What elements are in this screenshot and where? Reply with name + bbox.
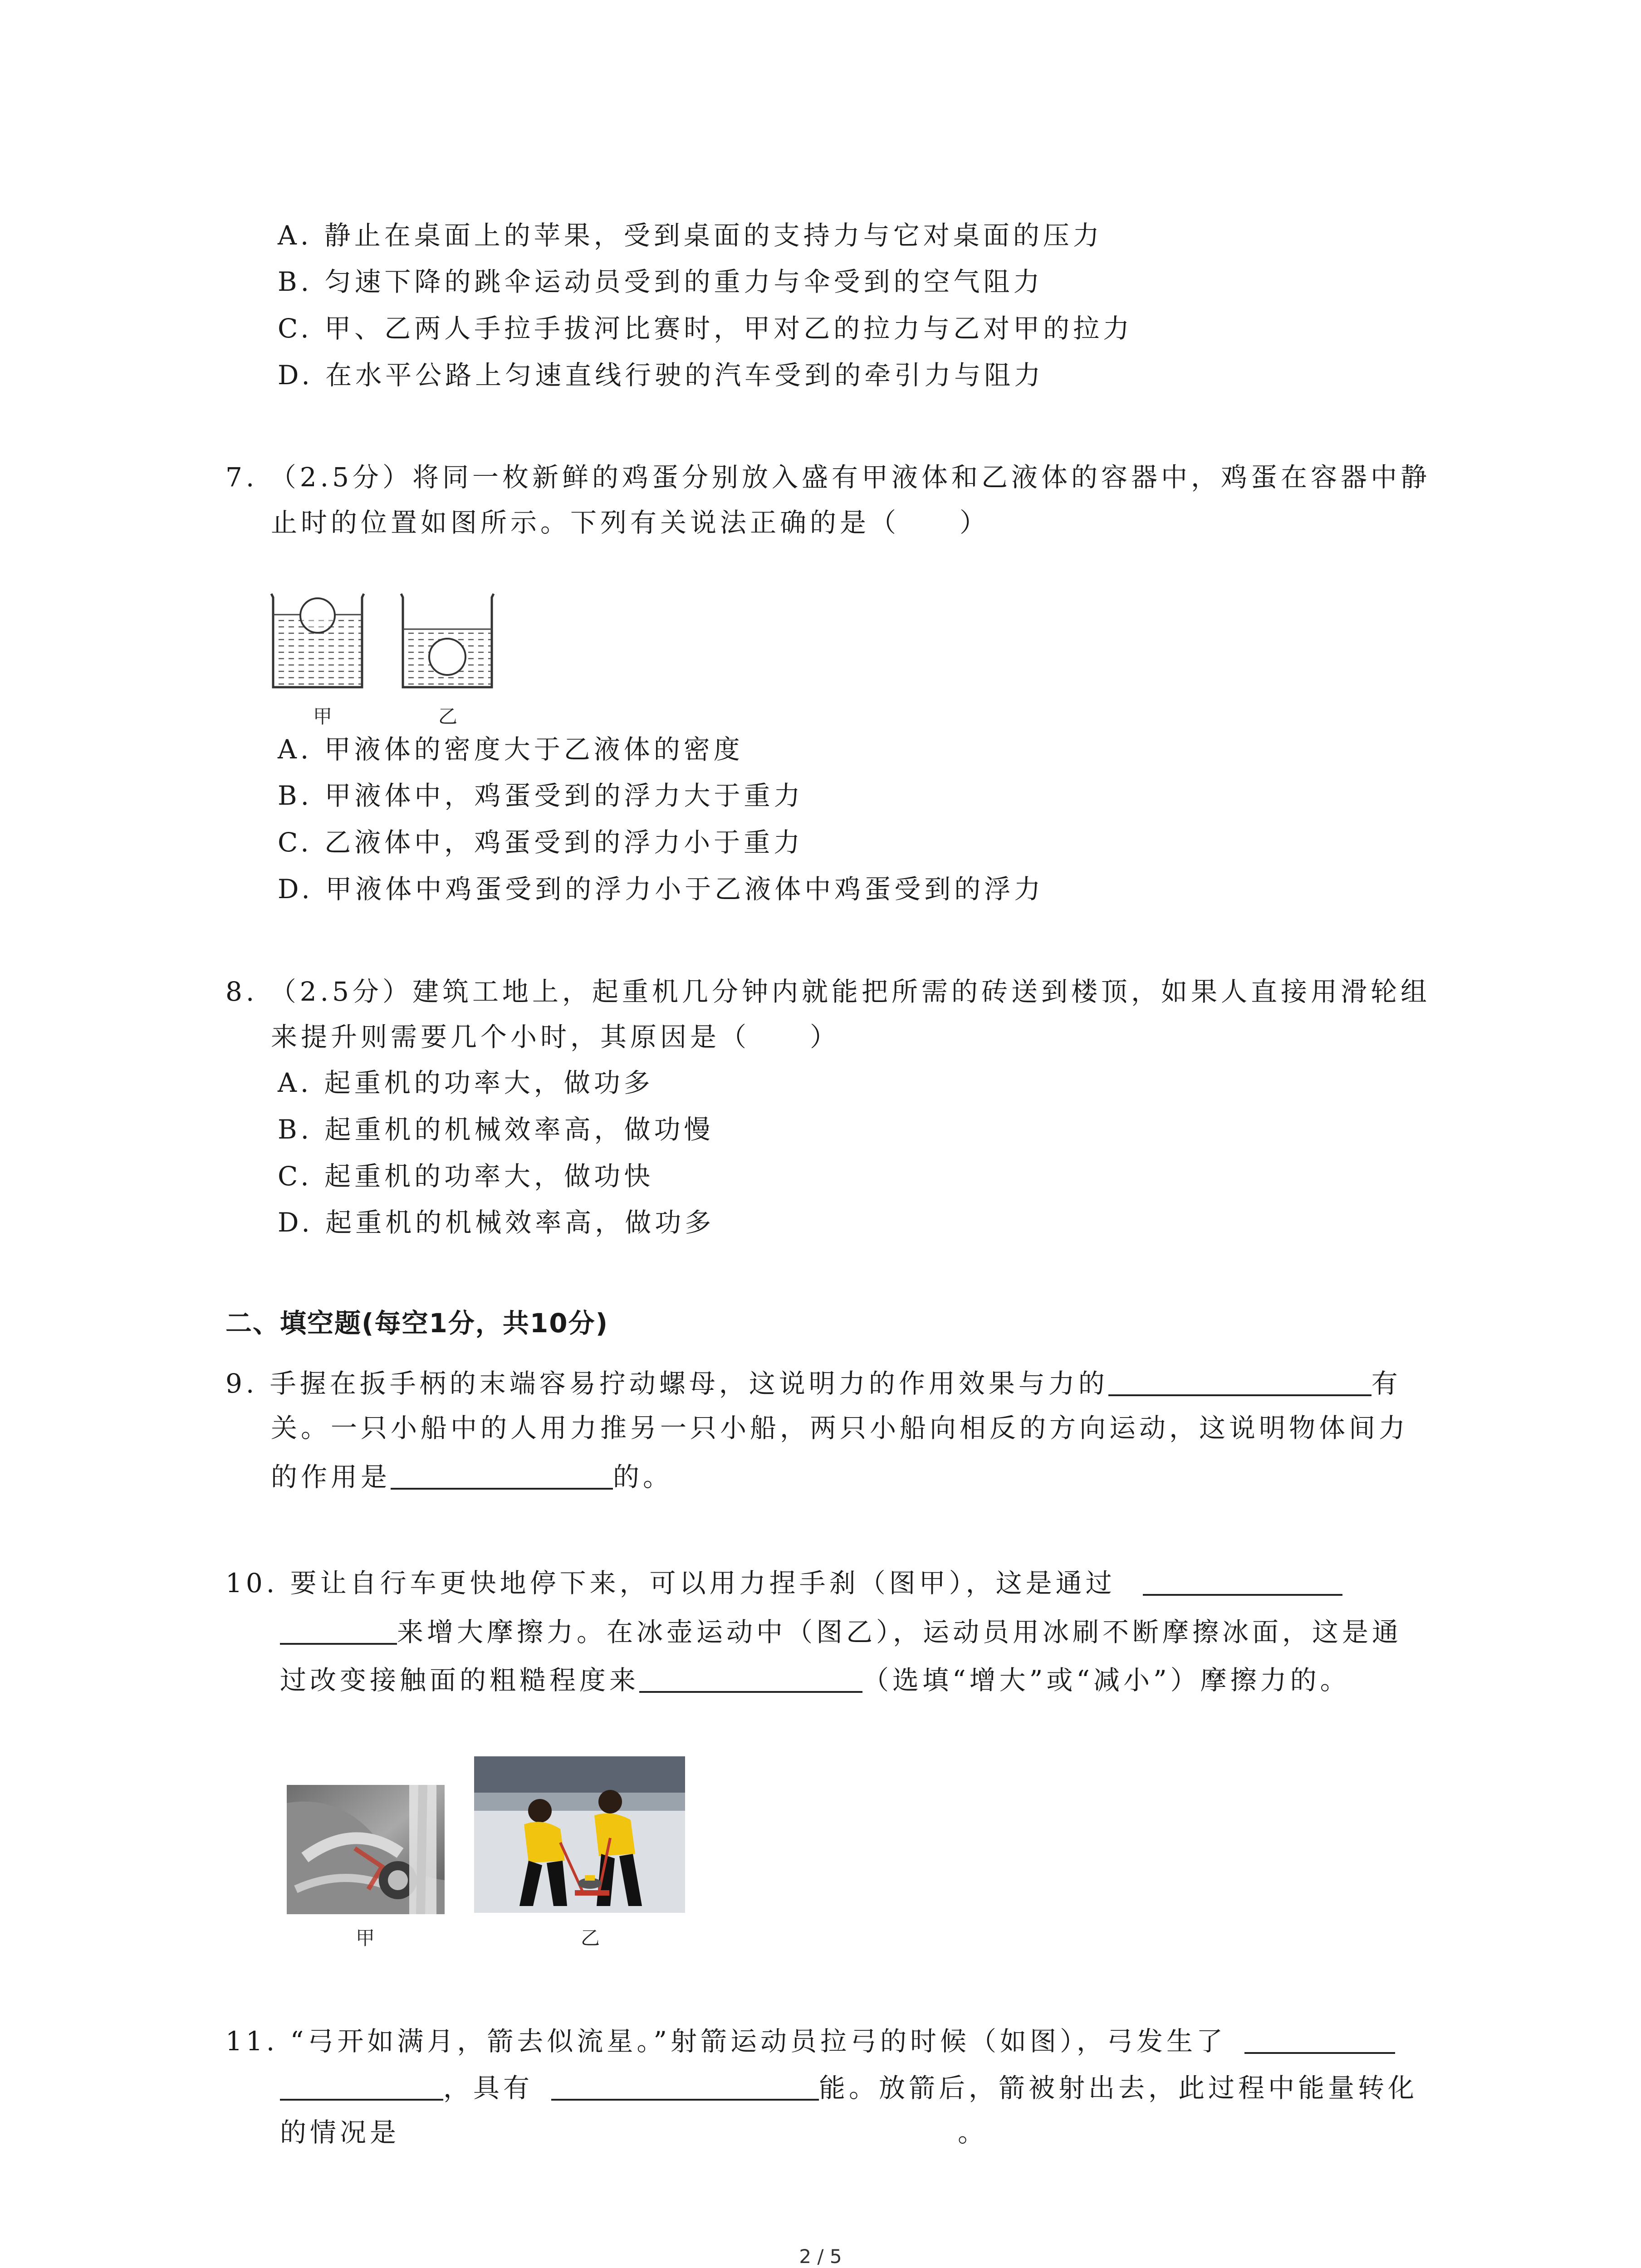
q7-stem-line2: 止时的位置如图所示。下列有关说法正确的是（ ）: [271, 507, 990, 538]
q8-option-c: C. 起重机的功率大，做功快: [278, 1161, 654, 1192]
q11-line2: ，具有 能。放箭后，箭被射出去，此过程中能量转化: [280, 2070, 1418, 2104]
q10-blank-1a[interactable]: [1143, 1569, 1342, 1596]
q8-option-b: B. 起重机的机械效率高，做功慢: [278, 1114, 714, 1145]
q10-line2: 来增大摩擦力。在冰壶运动中（图乙），运动员用冰刷不断摩擦冰面，这是通: [280, 1614, 1402, 1648]
q11-blank-2[interactable]: [551, 2073, 819, 2101]
q9-blank-2[interactable]: [391, 1462, 613, 1490]
beaker-figure-yi: [397, 592, 497, 698]
q10-blank-1b[interactable]: [280, 1618, 397, 1645]
q10-line3: 过改变接触面的粗糙程度来 （选填“增大”或“减小”）摩擦力的。: [280, 1665, 1350, 1696]
q11-line1: 11. “弓开如满月，箭去似流星。”射箭运动员拉弓的时候（如图），弓发生了: [225, 2023, 1395, 2057]
q9-blank-1[interactable]: [1108, 1369, 1372, 1396]
q9-line3: 的作用是 的。: [271, 1461, 673, 1492]
beaker-caption-jia: 甲: [313, 705, 333, 728]
beaker-figure-jia: [268, 592, 367, 698]
bicycle-brake-photo: [287, 1785, 445, 1914]
q9-line2: 关。一只小船中的人用力推另一只小船，两只小船向相反的方向运动，这说明物体间力: [271, 1413, 1409, 1443]
q7-option-a: A. 甲液体的密度大于乙液体的密度: [278, 734, 744, 765]
page-number: 2 / 5: [799, 2245, 842, 2268]
q8-stem-line1: 8. （2.5分）建筑工地上，起重机几分钟内就能把所需的砖送到楼顶，如果人直接用滑轮组: [225, 976, 1431, 1007]
q7-option-d: D. 甲液体中鸡蛋受到的浮力小于乙液体中鸡蛋受到的浮力: [278, 874, 1044, 904]
q10-blank-2[interactable]: [639, 1666, 862, 1693]
q6-option-c: C. 甲、乙两人手拉手拔河比赛时，甲对乙的拉力与乙对甲的拉力: [278, 313, 1133, 344]
q8-option-a: A. 起重机的功率大，做功多: [278, 1067, 654, 1098]
q6-option-b: B. 匀速下降的跳伞运动员受到的重力与伞受到的空气阻力: [278, 266, 1043, 297]
q8-option-d: D. 起重机的机械效率高，做功多: [278, 1207, 715, 1238]
q8-stem-line2: 来提升则需要几个小时，其原因是（ ）: [271, 1022, 840, 1052]
q10-caption-jia: 甲: [356, 1927, 375, 1949]
q7-option-c: C. 乙液体中，鸡蛋受到的浮力小于重力: [278, 827, 804, 858]
q7-option-b: B. 甲液体中，鸡蛋受到的浮力大于重力: [278, 780, 804, 811]
q10-line1: 10. 要让自行车更快地停下来，可以用力捏手刹（图甲），这是通过: [225, 1565, 1342, 1599]
section-heading: 二、填空题(每空1分，共10分): [225, 1308, 609, 1339]
curling-photo: [474, 1756, 685, 1913]
q11-line3: 的情况是 。: [280, 2117, 988, 2148]
q9-line1: 9. 手握在扳手柄的末端容易拧动螺母，这说明力的作用效果与力的 有: [225, 1368, 1401, 1399]
beaker-caption-yi: 乙: [438, 705, 458, 728]
q7-stem-line1: 7. （2.5分）将同一枚新鲜的鸡蛋分别放入盛有甲液体和乙液体的容器中，鸡蛋在容器中静: [225, 462, 1431, 493]
q10-caption-yi: 乙: [581, 1927, 600, 1949]
q11-blank-1b[interactable]: [280, 2073, 443, 2101]
q6-option-d: D. 在水平公路上匀速直线行驶的汽车受到的牵引力与阻力: [278, 360, 1044, 391]
q11-blank-1a[interactable]: [1244, 2027, 1395, 2054]
q6-option-a: A. 静止在桌面上的苹果，受到桌面的支持力与它对桌面的压力: [278, 220, 1103, 251]
